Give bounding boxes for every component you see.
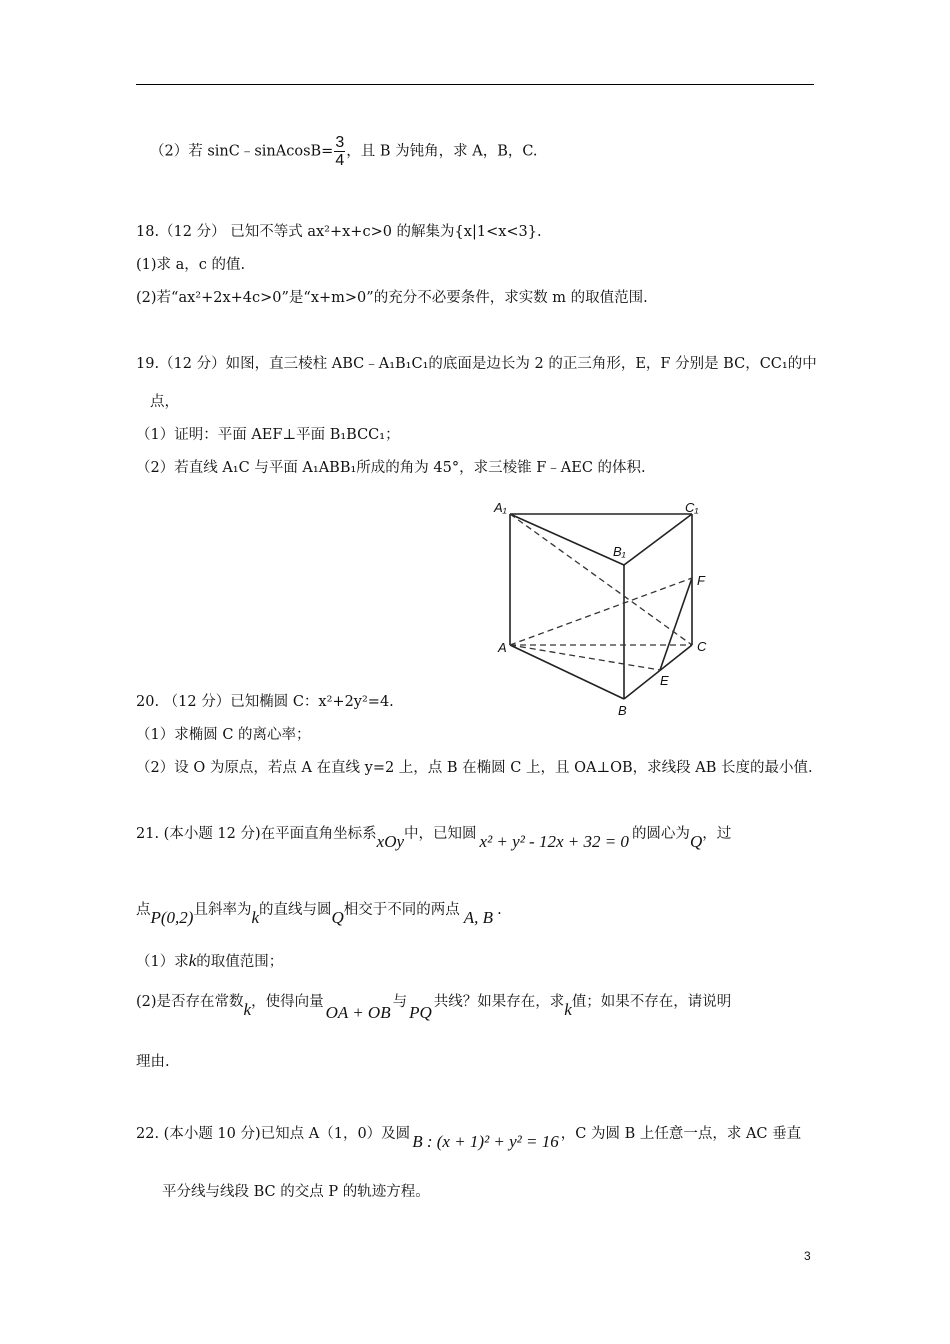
label-a: A: [498, 640, 507, 655]
label-c1: C₁: [685, 500, 699, 515]
edge-cb: [624, 645, 692, 699]
edge-ae-hidden: [510, 645, 660, 670]
q21-line1: 21. (本小题 12 分)在平面直角坐标系xOy中，已知圆 x² + y² - 12x + 32 = 0 的圆心为Q，过: [136, 826, 732, 851]
label-b: B: [618, 703, 627, 718]
q21-part2: (2)是否存在常数k，使得向量OA + OB与PQ共线？如果存在，求k值；如果不存在，请说明: [136, 994, 732, 1022]
label-b1: B₁: [613, 544, 626, 559]
q19-stem: 19.（12 分）如图，直三棱柱 ABC﹣A₁B₁C₁的底面是边长为 2 的正三角形，E，F 分别是 BC，CC₁的中: [136, 356, 817, 372]
q19-part1: （1）证明：平面 AEF⊥平面 B₁BCC₁；: [136, 427, 400, 443]
edge-ab: [510, 645, 624, 699]
edge-a1b1: [510, 514, 624, 565]
edge-c1b1: [624, 514, 692, 565]
label-e: E: [660, 673, 669, 688]
q22-line1: 22. (本小题 10 分)已知点 A（1，0）及圆 B : (x + 1)² + y² = 16 ，C 为圆 B 上任意一点，求 AC 垂直: [136, 1126, 802, 1151]
label-f: F: [697, 573, 705, 588]
q21-part1: （1）求k的取值范围；: [136, 951, 284, 970]
q20-part2: （2）设 O 为原点，若点 A 在直线 y=2 上，点 B 在椭圆 C 上，且 OA⊥OB，求线段 AB 长度的最小值.: [136, 760, 813, 776]
q20-stem: 20. （12 分）已知椭圆 C：x²+2y²=4.: [136, 694, 394, 710]
header-rule: [136, 84, 814, 85]
edge-af-hidden: [510, 578, 692, 645]
q21-part2-cont: 理由.: [136, 1054, 170, 1070]
q21-line2: 点P(0,2)且斜率为k的直线与圆Q相交于不同的两点 A, B .: [136, 902, 502, 927]
q18-part2: (2)若“ax²+2x+4c>0”是“x+m>0”的充分不必要条件，求实数 m 的取值范围.: [136, 290, 648, 306]
q18-stem: 18.（12 分） 已知不等式 ax²+x+c>0 的解集为{x|1<x<3}.: [136, 224, 542, 240]
q19-part2: （2）若直线 A₁C 与平面 A₁ABB₁所成的角为 45°，求三棱锥 F﹣AEC 的体积.: [136, 460, 646, 476]
q18-part1: (1)求 a，c 的值.: [136, 257, 246, 273]
page-number: 3: [804, 1249, 811, 1263]
fraction-3-4: $\frac{3}{4}$: [335, 134, 345, 169]
q22-line2: 平分线与线段 BC 的交点 P 的轨迹方程。: [162, 1184, 430, 1200]
q19-stem-cont: 点，: [150, 394, 179, 410]
prism-figure: [480, 490, 720, 720]
q17-part2: （2）若 sinC﹣sinAcosB= $\frac{3}{4}$ ，且 B 为钝角，求 A，B，C.: [150, 134, 538, 169]
edge-fe: [660, 578, 692, 670]
label-a1: A₁: [494, 500, 507, 515]
q20-part1: （1）求椭圆 C 的离心率；: [136, 727, 311, 743]
label-c: C: [697, 639, 707, 654]
